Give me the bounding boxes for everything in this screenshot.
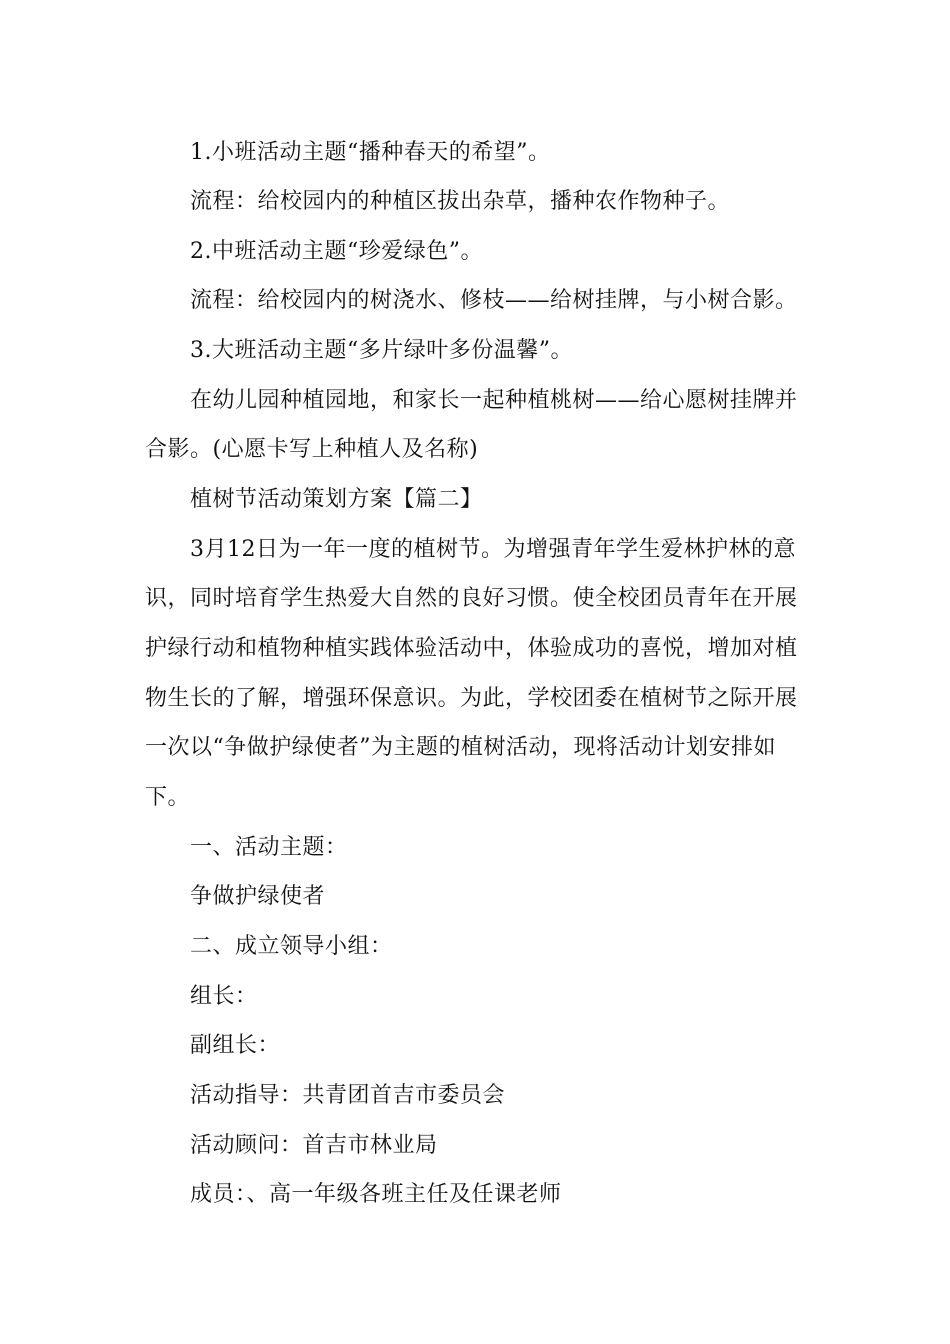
section-title-part-two: 植树节活动策划方案【篇二】: [190, 487, 483, 512]
paragraph-middle-class-theme: 2.中班活动主题“珍爱绿色”。: [190, 239, 483, 264]
activity-theme-value: 争做护绿使者: [190, 884, 326, 909]
intro-paragraph-line3: 护绿行动和植物种植实践体验活动中，体验成功的喜悦，增加对植: [145, 636, 798, 661]
paragraph-large-class-process-line2: 合影。(心愿卡写上种植人及名称): [145, 437, 479, 462]
intro-paragraph-line5: 一次以“争做护绿使者”为主题的植树活动，现将活动计划安排如: [145, 735, 776, 760]
activity-advisor: 活动顾问：首吉市林业局: [190, 1133, 438, 1158]
heading-leadership-group: 二、成立领导小组：: [190, 934, 393, 959]
intro-paragraph-line4: 物生长的了解，增强环保意识。为此，学校团委在植树节之际开展: [145, 686, 798, 711]
activity-guidance: 活动指导：共青团首吉市委员会: [190, 1083, 506, 1108]
paragraph-small-class-theme: 1.小班活动主题“播种春天的希望”。: [190, 140, 551, 165]
intro-paragraph-line6: 下。: [145, 785, 191, 810]
intro-paragraph-line1: 3月12日为一年一度的植树节。为增强青年学生爱林护林的意: [190, 537, 796, 562]
intro-paragraph-line2: 识，同时培育学生热爱大自然的良好习惯。使全校团员青年在开展: [145, 586, 798, 611]
group-members: 成员：、高一年级各班主任及任课老师: [190, 1182, 562, 1207]
paragraph-large-class-process-line1: 在幼儿园种植园地，和家长一起种植桃树——给心愿树挂牌并: [190, 388, 798, 413]
deputy-group-leader: 副组长：: [190, 1033, 281, 1058]
group-leader: 组长：: [190, 984, 258, 1009]
paragraph-middle-class-process: 流程：给校园内的树浇水、修枝——给树挂牌，与小树合影。: [190, 288, 798, 313]
paragraph-large-class-theme: 3.大班活动主题“多片绿叶多份温馨”。: [190, 338, 573, 363]
paragraph-small-class-process: 流程：给校园内的种植区拔出杂草，播种农作物种子。: [190, 189, 731, 214]
heading-activity-theme: 一、活动主题：: [190, 835, 348, 860]
